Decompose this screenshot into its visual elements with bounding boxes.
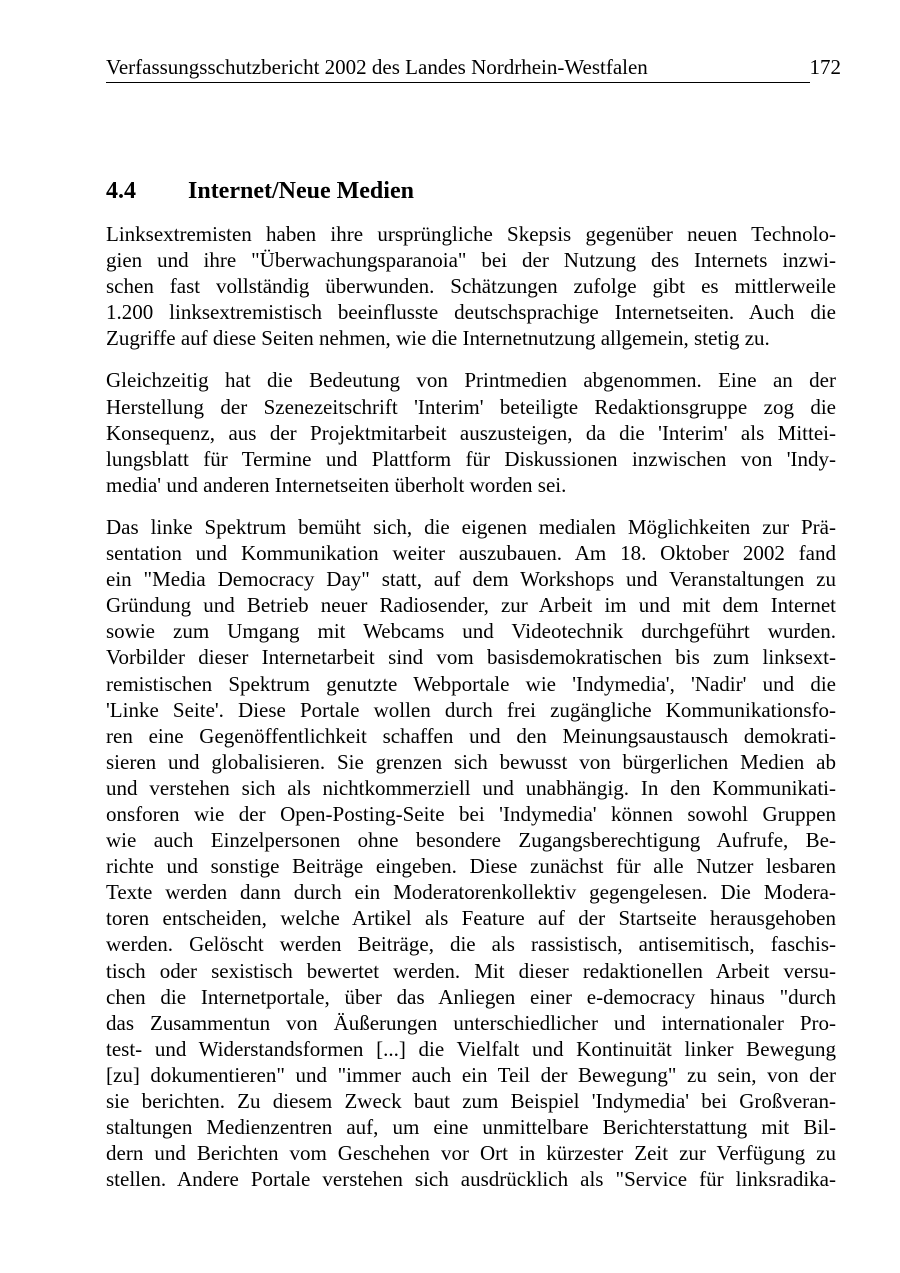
section-number: 4.4 — [106, 178, 136, 204]
body-text — [106, 221, 836, 1208]
text-line: Gleichzeitig hat die Bedeutung von Printmedien abgenommen. Eine an der — [106, 368, 836, 393]
text-line: chen die Internetportale, über das Anliegen einer e-democracy hinaus "durch — [106, 984, 836, 1009]
text-line: tisch oder sexistisch bewertet werden. Mit dieser redaktionellen Arbeit versu- — [106, 958, 836, 983]
page-header — [106, 54, 841, 83]
text-line: [zu] dokumentieren" und "immer auch ein Teil der Bewegung" zu sein, von der — [106, 1062, 836, 1087]
text-line: Herstellung der Szenezeitschrift 'Interim' beteiligte Redaktionsgruppe zog die — [106, 394, 836, 419]
text-line: onsforen wie der Open-Posting-Seite bei 'Indymedia' können sowohl Gruppen — [106, 801, 836, 826]
text-line: lungsblatt für Termine und Plattform für Diskussionen inzwischen von 'Indy- — [106, 446, 836, 471]
text-line: sieren und globalisieren. Sie grenzen sich bewusst von bürgerlichen Medien ab — [106, 749, 836, 774]
text-line: ein "Media Democracy Day" statt, auf dem Workshops und Veranstaltungen zu — [106, 567, 836, 592]
text-line: gien und ihre "Überwachungsparanoia" bei der Nutzung des Internets inzwi- — [106, 248, 836, 273]
text-line: das Zusammentun von Äußerungen unterschiedlicher und internationaler Pro- — [106, 1010, 836, 1035]
text-line: und verstehen sich als nichtkommerziell und unabhängig. In den Kommunikati- — [106, 775, 836, 800]
text-line: ren eine Gegenöffentlichkeit schaffen und den Meinungsaustausch demokrati- — [106, 723, 836, 748]
paragraph — [106, 221, 836, 351]
paragraph — [106, 367, 836, 497]
text-line: Das linke Spektrum bemüht sich, die eigenen medialen Möglichkeiten zur Prä- — [106, 514, 836, 539]
text-line: remistischen Spektrum genutzte Webportale wie 'Indymedia', 'Nadir' und die — [106, 671, 836, 696]
text-line: Zugriffe auf diese Seiten nehmen, wie die Internetnutzung allgemein, stetig zu. — [106, 326, 770, 351]
paragraph — [106, 514, 836, 1192]
text-line: 1.200 linksextremistisch beeinflusste deutschsprachige Internetseiten. Auch die — [106, 300, 836, 325]
text-line: wie auch Einzelpersonen ohne besondere Zugangsberechtigung Aufrufe, Be- — [106, 828, 836, 853]
section-heading — [106, 176, 414, 206]
text-line: test- und Widerstandsformen [...] die Vielfalt und Kontinuität linker Bewegung — [106, 1036, 836, 1061]
section-title: Internet/Neue Medien — [188, 178, 414, 204]
text-line: toren entscheiden, welche Artikel als Feature auf der Startseite herausgehoben — [106, 906, 836, 931]
text-line: media' und anderen Internetseiten überholt worden sei. — [106, 472, 567, 497]
header-title: Verfassungsschutzbericht 2002 des Landes Nordrhein-Westfalen — [106, 55, 648, 79]
text-line: Gründung und Betrieb neuer Radiosender, zur Arbeit im und mit dem Internet — [106, 593, 836, 618]
text-line: richte und sonstige Beiträge eingeben. Diese zunächst für alle Nutzer lesbaren — [106, 854, 836, 879]
text-line: schen fast vollständig überwunden. Schätzungen zufolge gibt es mittlerweile — [106, 274, 836, 299]
text-line: Konsequenz, aus der Projektmitarbeit auszusteigen, da die 'Interim' als Mittei- — [106, 420, 836, 445]
text-line: staltungen Medienzentren auf, um eine unmittelbare Berichterstattung mit Bil- — [106, 1115, 836, 1140]
text-line: sowie zum Umgang mit Webcams und Videotechnik durchgeführt wurden. — [106, 619, 836, 644]
text-line: Linksextremisten haben ihre ursprüngliche Skepsis gegenüber neuen Technolo- — [106, 222, 836, 246]
text-line: dern und Berichten vom Geschehen vor Ort in kürzester Zeit zur Verfügung zu — [106, 1141, 836, 1166]
page-number: 172 — [809, 55, 841, 79]
text-line: Vorbilder dieser Internetarbeit sind vom basisdemokratischen bis zum linksext- — [106, 645, 836, 670]
text-line: sie berichten. Zu diesem Zweck baut zum Beispiel 'Indymedia' bei Großveran- — [106, 1089, 836, 1113]
text-line: sentation und Kommunikation weiter auszubauen. Am 18. Oktober 2002 fand — [106, 541, 836, 566]
text-line: stellen. Andere Portale verstehen sich ausdrücklich als "Service für linksradika- — [106, 1167, 836, 1192]
text-line: 'Linke Seite'. Diese Portale wollen durch frei zugängliche Kommunikationsfo- — [106, 697, 836, 722]
text-line: werden. Gelöscht werden Beiträge, die als rassistisch, antisemitisch, faschis- — [106, 932, 836, 957]
text-line: Texte werden dann durch ein Moderatorenkollektiv gegengelesen. Die Modera- — [106, 880, 836, 905]
